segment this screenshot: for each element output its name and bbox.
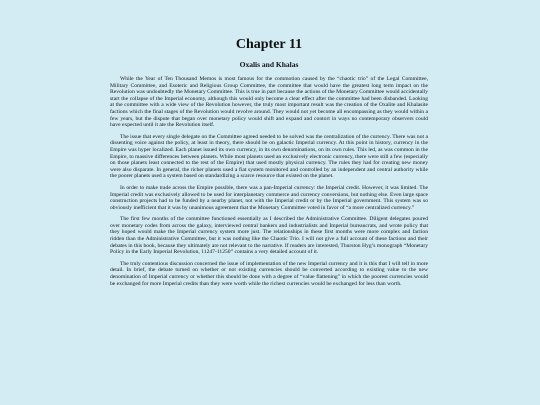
paragraph-1: While the Year of Ten Thousand Memos is most famous for the commotion caused by the “chaotic trio” of the Legal Committee, Military Committee, and Esoteric and Religious Group Committee, the committee that would have the greatest long term impact on the Revolution was undoubtedly the Monetary Committee. This is true in part because the actions of the Monetary Committee would accidentally start the collapse of the Imperial economy, although this would only become a clear effect after the committee had been disbanded. Looking at the committee with a wide view of the Revolution however, the truly most important result was the creation of the Oxalite and Khalasite factions which the final stages of the Revolution would revolve around. They would not yet become all encompassing as they would within a few years, but the dispute that began over monetary policy would shift and expand and contort in ways no contemporary observers could have expected until it ate the Revolution itself. bbox=[110, 76, 428, 129]
page-content bbox=[110, 0, 428, 292]
chapter-title: Chapter 11 bbox=[235, 37, 303, 52]
paragraph-3: In order to make trade across the Empire possible, there was a pan-Imperial currency: the Imperial credit. However, it was limited. The Imperial credit was exclusively allowed to be used for interplanetary commerce and currency conversions, but nothing else. Even large space construction projects had to be funded by a nearby planet, not with the Imperial credit or by the Imperial government. This system was so obviously inefficient that it was by unanimous agreement that the Monetary Committee voted in favor of “a more centralized currency.” bbox=[110, 184, 428, 211]
paragraph-2: The issue that every single delegate on the Committee agreed needed to be solved was the centralization of the currency. There was not a dissenting voice against the policy, at least in theory, there should be on galactic Imperial currency. At this point in history, currency in the Empire was hyper localized. Each planet issued its own currency, in its own denominations, on its own rules. This led, as was common in the Empire, to massive differences between planets. While most planets used an exclusively electronic currency, there were still a few (especially on those planets least connected to the rest of the Empire) that used mostly physical currency. The rules they had for creating new money were also disparate. In general, the richer planets used a fiat system monitored and controlled by an independent and central authority while the poorer planets used a system based on standardizing a scarce resource that existed on the planet. bbox=[110, 133, 428, 180]
paragraph-4: The first few months of the committee functioned essentially as I described the Administrative Committee. Diligent delegates poured over monetary codes from across the galaxy, interviewed central bankers and industrialists and Imperial bureaucrats, and wrote policy that they hoped would make the Imperial currency system more just. The relationships in these first months were more complex and faction ridden than the Administrative Committee, but it was nothing like the Chaotic Trio. I will not give a full account of these factions and their debates in this book, because they ultimately are not relevant to the narrative. If readers are interested, Thurston Hyg’s monograph “Monetary Policy in the Early Imperial Revolution, 11247-11250” contains a very detailed account of it. bbox=[110, 216, 428, 256]
paragraph-5: The truly contentious discussion concerned the issue of implementation of the new Imperial currency and it is this that I will tell in more detail. In brief, the debate turned on whether or not existing currencies should be converted according to existing value to the new denomination of Imperial currency or whether this should be done with a degree of “value flattening” in which the poorest currencies would be exchanged for more Imperial credits than they were worth while the richest currencies would be exchanged for less than worth. bbox=[110, 260, 428, 287]
section-title: Oxalis and Khalas bbox=[239, 60, 299, 69]
